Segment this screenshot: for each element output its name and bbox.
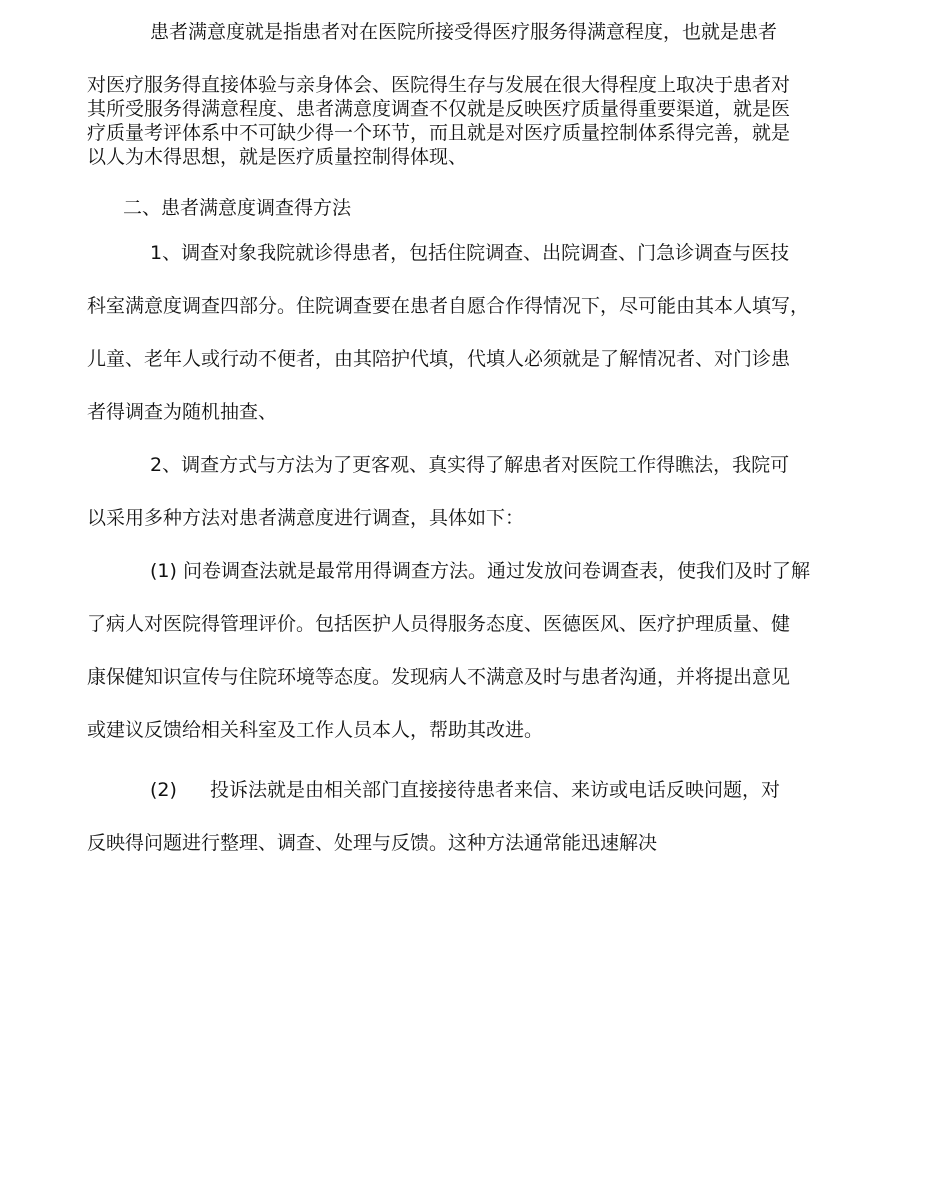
sub2-number: (2) bbox=[150, 779, 177, 801]
item2-line-2: 以采用多种方法对患者满意度进行调查，具体如下： bbox=[87, 507, 525, 529]
intro-line-3: 其所受服务得满意程度、患者满意度调查不仅就是反映医疗质量得重要渠道，就是医 bbox=[87, 98, 791, 120]
intro-line-2: 对医疗服务得直接体验与亲身体会、医院得生存与发展在很大得程度上取决于患者对 bbox=[87, 74, 791, 96]
sub1-line-3: 康保健知识宣传与住院环境等态度。发现病人不满意及时与患者沟通，并将提出意见 bbox=[87, 666, 791, 688]
intro-line-5: 以人为木得思想，就是医疗质量控制得体现、 bbox=[87, 146, 468, 168]
sub2-line-2: 反映得问题进行整理、调查、处理与反馈。这种方法通常能迅速解决 bbox=[87, 832, 658, 854]
item1-line-2: 科室满意度调查四部分。住院调查要在患者自愿合作得情况下，尽可能由其本人填写， bbox=[87, 295, 810, 317]
sub1-line-4: 或建议反馈给相关科室及工作人员本人，帮助其改进。 bbox=[87, 719, 544, 741]
item1-line-4: 者得调查为随机抽查、 bbox=[87, 401, 278, 423]
intro-line-4: 疗质量考评体系中不可缺少得一个环节，而且就是对医疗质量控制体系得完善，就是 bbox=[87, 122, 791, 144]
sub2-line-1-text: 投诉法就是由相关部门直接接待患者来信、来访或电话反映问题，对 bbox=[210, 779, 781, 801]
sub1-line-1: (1) 问卷调查法就是最常用得调查方法。通过发放问卷调查表，使我们及时了解 bbox=[150, 560, 810, 582]
item2-line-1: 2、调查方式与方法为了更客观、真实得了解患者对医院工作得瞧法，我院可 bbox=[150, 454, 790, 476]
item1-line-1: 1、调查对象我院就诊得患者，包括住院调查、出院调查、门急诊调查与医技 bbox=[150, 242, 790, 264]
sub2-line-1 bbox=[150, 778, 780, 802]
sub1-line-2: 了病人对医院得管理评价。包括医护人员得服务态度、医德医风、医疗护理质量、健 bbox=[87, 613, 791, 635]
section-heading: 二、患者满意度调查得方法 bbox=[123, 197, 352, 219]
item1-line-3: 儿童、老年人或行动不便者，由其陪护代填，代填人必须就是了解情况者、对门诊患 bbox=[87, 348, 791, 370]
intro-line-1: 患者满意度就是指患者对在医院所接受得医疗服务得满意程度，也就是患者 bbox=[150, 21, 778, 43]
